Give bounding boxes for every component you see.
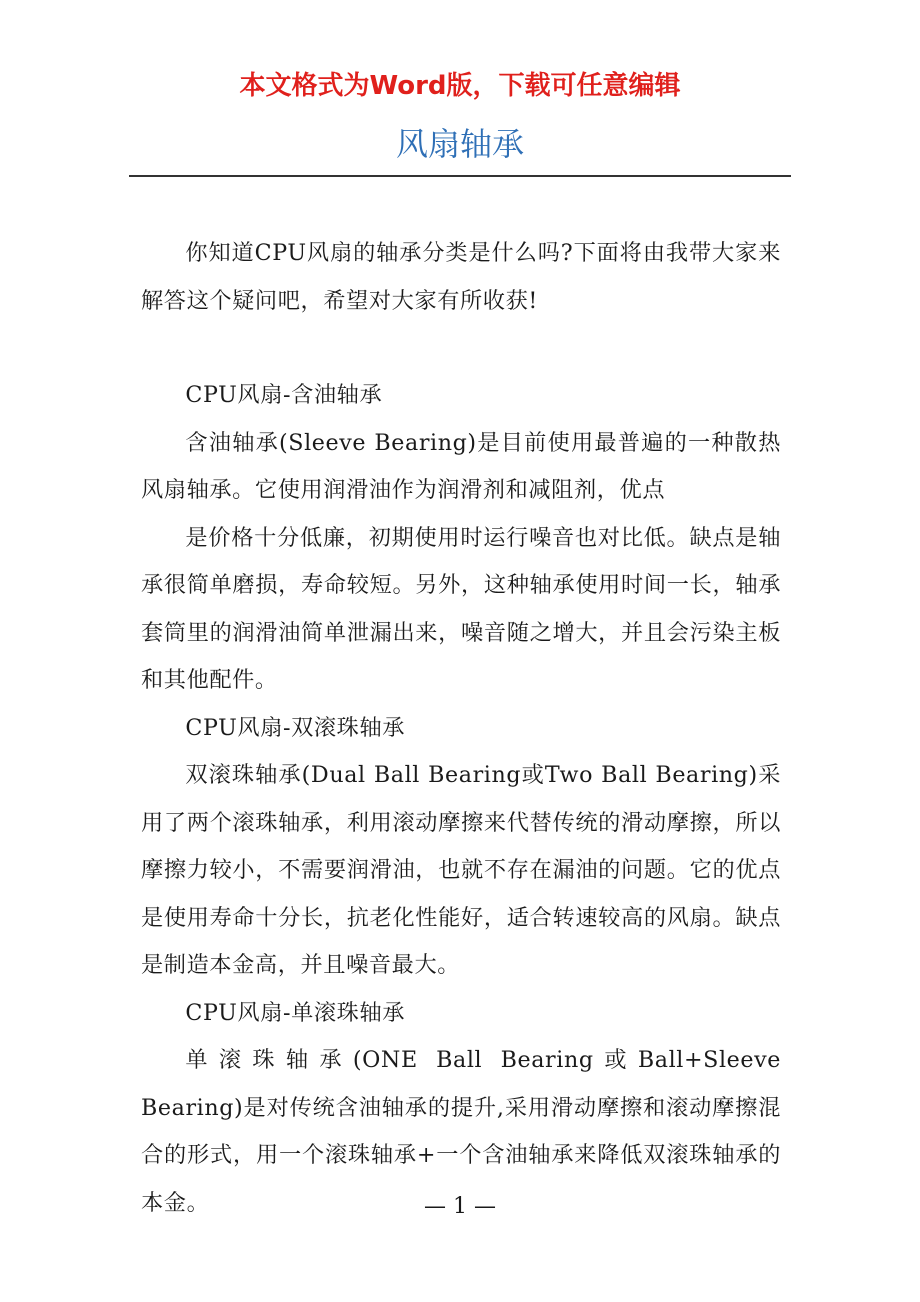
- sleeve-paragraph-2: 是价格十分低廉，初期使用时运行噪音也对比低。缺点是轴承很简单磨损，寿命较短。另外，这种轴承使用时间一长，轴承套筒里的润滑油简单泄漏出来，噪音随之增大，并且会污染主板和其他配件。: [141, 524, 781, 693]
- intro-paragraph: 你知道CPU风扇的轴承分类是什么吗?下面将由我带大家来解答这个疑问吧，希望对大家有所收获!: [141, 240, 781, 314]
- section-heading-dual-ball: CPU风扇-双滚珠轴承: [185, 714, 406, 741]
- page-title: 风扇轴承: [395, 125, 524, 163]
- page-number: — 1 —: [424, 1194, 496, 1219]
- single-ball-paragraph: 单滚珠轴承(ONE Ball Bearing或Ball+Sleeve Bearing)是对传统含油轴承的提升,采用滑动摩擦和滚动摩擦混合的形式，用一个滚珠轴承+一个含油轴承来降低双滚珠轴承的本金。: [141, 1047, 781, 1216]
- section-heading-sleeve: CPU风扇-含油轴承: [185, 382, 383, 408]
- section-heading-single-ball: CPU风扇-单滚珠轴承: [185, 999, 406, 1026]
- title-divider: [129, 175, 791, 177]
- dual-ball-paragraph: 双滚珠轴承(Dual Ball Bearing或Two Ball Bearing)采用了两个滚珠轴承，利用滚动摩擦来代替传统的滑动摩擦，所以摩擦力较小，不需要润滑油，也就不存在漏油的问题。它的优点是使用寿命十分长，抗老化性能好，适合转速较高的风扇。缺点是制造本金高，并且噪音最大。: [141, 762, 781, 978]
- document-body: [141, 230, 781, 1227]
- format-banner: 本文格式为Word版，下载可任意编辑: [239, 71, 681, 101]
- sleeve-paragraph-1: 含油轴承(Sleeve Bearing)是目前使用最普遍的一种散热风扇轴承。它使用润滑油作为润滑剂和减阻剂，优点: [141, 429, 781, 503]
